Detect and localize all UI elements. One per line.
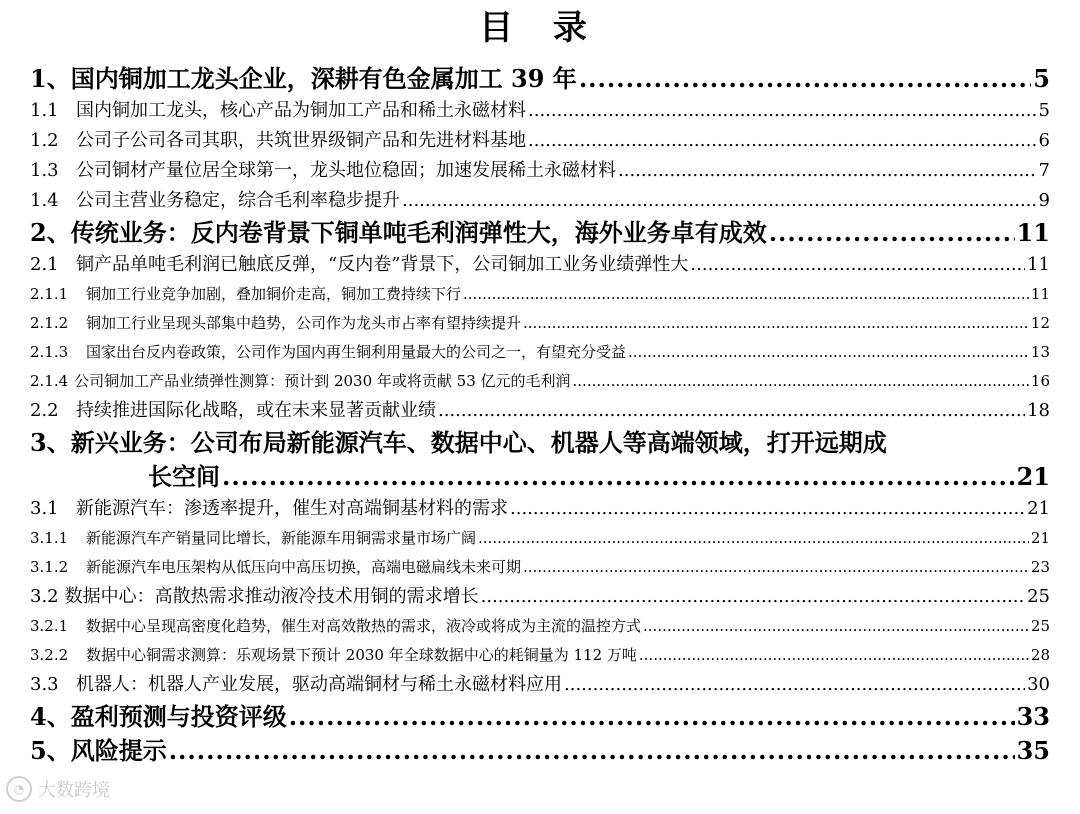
dot-leader [523,553,1029,582]
toc-entry-text: 公司铜材产量位居全球第一，龙头地位稳固；加速发展稀土永磁材料 [76,160,616,181]
dot-leader [402,186,1037,216]
dot-leader [769,216,1015,250]
watermark-logo-icon: ◔ [6,776,32,802]
toc-page-number: 11 [1027,254,1050,275]
dot-leader [628,338,1029,367]
dot-leader [643,612,1029,641]
dot-leader [222,460,1015,494]
toc-page-number: 9 [1038,190,1050,211]
toc-entry-3-3[interactable] [30,670,1050,700]
dot-leader [528,96,1037,126]
toc-entry-text: 铜产品单吨毛利润已触底反弹，“反内卷”背景下，公司铜加工业务业绩弹性大 [76,254,689,275]
toc-entry-label [30,338,626,367]
toc-entry-1-3[interactable] [30,156,1050,186]
toc-page-number: 33 [1016,702,1050,731]
toc-entry-label [30,280,461,309]
toc-entry-label [30,186,400,216]
toc-entry-label [30,250,688,280]
toc-entry-3-1-2[interactable] [30,553,1050,582]
toc-entry-text: 新能源汽车产销量同比增长，新能源车用铜需求量市场广阔 [86,529,477,547]
toc-entry-text: 国内铜加工龙头，核心产品为铜加工产品和稀土永磁材料 [76,100,526,121]
toc-entry-label [30,367,571,396]
toc-entry-label [30,641,637,670]
toc-entry-number: 3.3 [30,674,59,695]
toc-entry-label [30,700,287,734]
toc-entry-number: 2.1.3 [30,343,69,361]
toc-entry-label [30,309,521,338]
toc-entry-number: 2.1.1 [30,285,69,303]
toc-entry-1-2[interactable] [30,126,1050,156]
toc-entry-text: 持续推进国际化战略，或在未来显著贡献业绩 [76,400,436,421]
toc-entry-label [30,524,476,553]
toc-entry-number: 2.1.2 [30,314,69,332]
toc-entry-text: 数据中心铜需求测算：乐观场景下预计 2030 年全球数据中心的耗铜量为 112 万吨 [86,646,637,664]
toc-entry-number: 3、 [30,428,71,457]
toc-entry-text: 盈利预测与投资评级 [70,702,287,731]
toc-entry-text: 新能源汽车电压架构从低压向中高压切换，高端电磁扁线未来可期 [86,558,522,576]
toc-entry-text: 传统业务：反内卷背景下铜单吨毛利润弹性大，海外业务卓有成效 [70,218,767,247]
dot-leader [289,700,1015,734]
toc-entry-3-1-1[interactable] [30,524,1050,553]
toc-entry-label [30,670,562,700]
toc-entry-2-1-3[interactable] [30,338,1050,367]
toc-entry-text: 公司主营业务稳定，综合毛利率稳步提升 [76,190,400,211]
toc-entry-2-1[interactable] [30,250,1050,280]
toc-entry-number: 3.1.2 [30,558,69,576]
dot-leader [618,156,1037,186]
toc-entry-number: 3.2.2 [30,646,69,664]
toc-page-number: 18 [1027,400,1050,421]
toc-entry-label [30,126,526,156]
watermark [6,776,110,802]
toc-page-number: 25 [1027,586,1050,607]
dot-leader [510,494,1025,524]
toc-entry-2-1-2[interactable] [30,309,1050,338]
toc-page-number: 11 [1030,285,1050,303]
toc-entry-2-1-1[interactable] [30,280,1050,309]
toc-entry-5[interactable] [30,734,1050,768]
toc-entry-3-continued[interactable] [30,460,1050,494]
dot-leader [690,250,1025,280]
dot-leader [478,524,1029,553]
toc-page-number: 21 [1027,498,1050,519]
toc-entry-label [30,156,616,186]
toc-entry-text: 机器人：机器人产业发展，驱动高端铜材与稀土永磁材料应用 [76,674,562,695]
toc-page-number: 21 [1016,462,1050,491]
toc-page-number: 35 [1016,736,1050,765]
toc-entry-2-1-4[interactable] [30,367,1050,396]
toc-entry-text: 风险提示 [70,736,167,765]
toc-entry-text: 国家出台反内卷政策，公司作为国内再生铜利用量最大的公司之一，有望充分受益 [86,343,627,361]
toc-entry-text-continued: 长空间 [148,462,220,491]
toc-page-number: 5 [1038,100,1050,121]
toc-entry-text: 新能源汽车：渗透率提升，催生对高端铜基材料的需求 [76,498,508,519]
dot-leader [523,309,1029,338]
dot-leader [528,126,1037,156]
watermark-text: 大数跨境 [38,780,110,801]
toc-entry-text: 铜加工行业竞争加剧，叠加铜价走高，铜加工费持续下行 [86,285,462,303]
toc-entry-label [30,553,521,582]
toc-entry-label [30,62,577,96]
toc-entry-label [30,612,641,641]
toc-page-number: 12 [1030,314,1050,332]
toc-entry-label [30,734,167,768]
toc-entry-3-2[interactable] [30,582,1050,612]
toc-entry-number: 4、 [30,702,71,731]
toc-entry-number: 2.1 [30,254,59,275]
toc-entry-1-1[interactable] [30,96,1050,126]
toc-page-number: 11 [1016,218,1050,247]
toc-entry-number: 3.1.1 [30,529,69,547]
toc-entry-label [30,96,526,126]
toc-entry-number: 2、 [30,218,71,247]
toc-entry-1-4[interactable] [30,186,1050,216]
toc-entry-3-2-1[interactable] [30,612,1050,641]
dot-leader [639,641,1029,670]
toc-entry-number: 1.2 [30,130,59,151]
toc-entry-number: 3.2.1 [30,617,69,635]
toc-page-number: 16 [1030,372,1050,390]
dot-leader [579,62,1031,96]
dot-leader [573,367,1029,396]
toc-entry-3-1[interactable] [30,494,1050,524]
toc-entry-1[interactable] [30,62,1050,96]
toc-title: 目 录 [479,8,601,48]
dot-leader [169,734,1015,768]
toc-entry-number: 3.1 [30,498,59,519]
toc-entry-number: 1.1 [30,100,59,121]
dot-leader [564,670,1025,700]
toc-page-number: 25 [1030,617,1050,635]
dot-leader [438,396,1025,426]
toc-entry-label [30,582,479,612]
toc-entry-3-2-2[interactable] [30,641,1050,670]
toc-entry-4[interactable] [30,700,1050,734]
toc-entry-number: 2.1.4 [30,372,69,390]
toc-entry-number: 2.2 [30,400,59,421]
toc-entry-2[interactable] [30,216,1050,250]
toc-entry-3[interactable] [30,426,1050,460]
toc-entry-label [30,396,436,426]
toc-entry-text: 数据中心呈现高密度化趋势，催生对高效散热的需求，液冷或将成为主流的温控方式 [86,617,642,635]
toc-entry-text: 新兴业务：公司布局新能源汽车、数据中心、机器人等高端领域，打开远期成 [70,428,887,457]
dot-leader [463,280,1029,309]
toc-page-number: 30 [1027,674,1050,695]
toc-page-number: 5 [1033,64,1050,93]
toc-page-number: 23 [1030,558,1050,576]
toc-page-number: 6 [1038,130,1050,151]
dot-leader [481,582,1025,612]
toc-entry-text: 铜加工行业呈现头部集中趋势，公司作为龙头市占率有望持续提升 [86,314,522,332]
toc-entry-label [30,494,508,524]
toc-entry-2-2[interactable] [30,396,1050,426]
toc-entry-number: 5、 [30,736,71,765]
table-of-contents [30,62,1050,768]
toc-entry-number: 3.2 [30,586,59,607]
toc-entry-number: 1.4 [30,190,59,211]
toc-page-number: 13 [1030,343,1050,361]
toc-page-number: 21 [1030,529,1050,547]
toc-page-number: 7 [1038,160,1050,181]
toc-entry-number: 1.3 [30,160,59,181]
toc-entry-label [30,216,767,250]
toc-entry-text: 公司子公司各司其职，共筑世界级铜产品和先进材料基地 [76,130,526,151]
toc-entry-text: 公司铜加工产品业绩弹性测算：预计到 2030 年或将贡献 53 亿元的毛利润 [74,372,571,390]
toc-entry-number: 1、 [30,64,71,93]
toc-page-number: 28 [1030,646,1050,664]
toc-entry-text: 国内铜加工龙头企业，深耕有色金属加工 39 年 [70,64,577,93]
toc-entry-text: 数据中心：高散热需求推动液冷技术用铜的需求增长 [64,586,479,607]
